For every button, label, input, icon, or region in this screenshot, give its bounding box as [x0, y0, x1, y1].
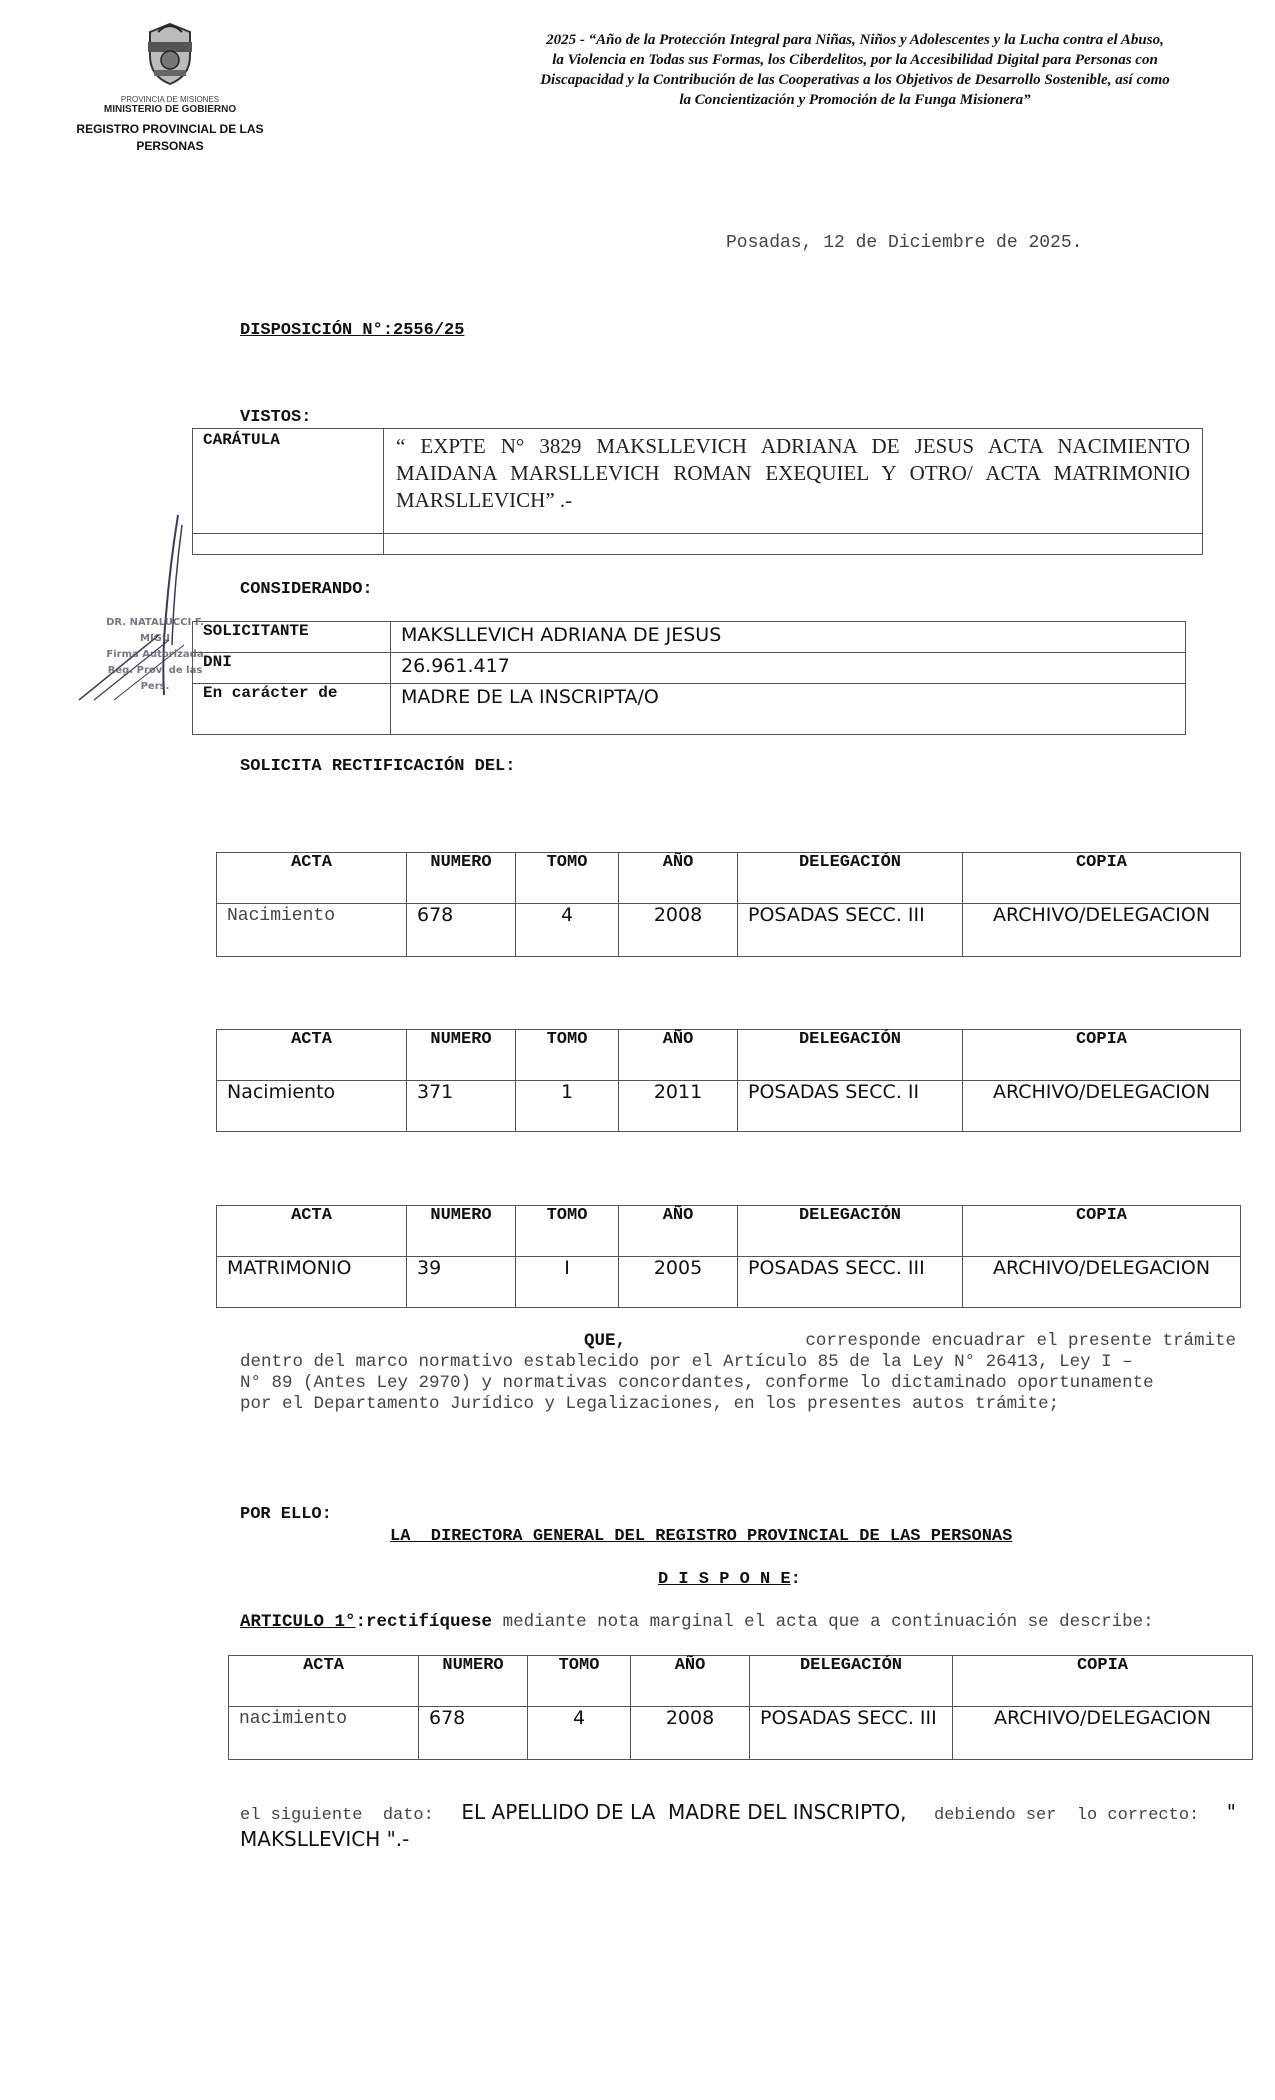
dato-middle: debiendo ser lo correcto: [934, 1806, 1200, 1825]
acta-table-2 [216, 1029, 1241, 1132]
caracter-value-cell [391, 684, 1186, 735]
vistos-label: VISTOS: [240, 408, 312, 427]
cell-delegacion: POSADAS SECC. III [750, 1707, 953, 1760]
por-ello-label: POR ELLO: [240, 1505, 332, 1524]
caratula-empty-cell [193, 534, 384, 555]
table-header-row [229, 1656, 1253, 1707]
dni-value-cell [391, 653, 1186, 684]
cell-tomo: 4 [528, 1707, 631, 1760]
dato-quote: " [1226, 1800, 1236, 1824]
dni-label: DNI [203, 653, 232, 671]
dato-line-1 [240, 1800, 1236, 1825]
caratula-label-cell [193, 429, 384, 534]
col-acta: ACTA [217, 1030, 407, 1081]
articulo-label: ARTICULO 1° [240, 1612, 356, 1632]
col-anio: AÑO [631, 1656, 750, 1707]
dni-label-cell [193, 653, 391, 684]
col-copia: COPIA [963, 1030, 1241, 1081]
col-tomo: TOMO [516, 853, 619, 904]
cell-anio: 2008 [631, 1707, 750, 1760]
considerando-label: CONSIDERANDO: [240, 580, 373, 599]
col-tomo: TOMO [516, 1206, 619, 1257]
table-row [229, 1707, 1253, 1760]
cell-acta: MATRIMONIO [217, 1257, 407, 1308]
col-anio: AÑO [619, 1030, 738, 1081]
que-line-1 [240, 1331, 1236, 1352]
year-motto: 2025 - “Año de la Protección Integral para Niñas, Niños y Adolescentes y la Lucha contra el Abuso, la Violencia en Todas sus Formas, los Ciberdelitos, por la Accesibilidad Digital para Personas con Discapacidad y la Contribución de las Cooperativas a los Objetivos de Desarrollo Sostenible, así como la Concientización y Promoción de la Funga Misionera” [540, 32, 1170, 108]
cell-copia: ARCHIVO/DELEGACION [963, 1081, 1241, 1132]
authorization-stamp [100, 615, 210, 695]
date-line: Posadas, 12 de Diciembre de 2025. [726, 233, 1083, 253]
cell-delegacion: POSADAS SECC. III [738, 1257, 963, 1308]
caracter-value: MADRE DE LA INSCRIPTA/O [401, 686, 659, 708]
solicitante-table [192, 621, 1186, 735]
solicitante-value: MAKSLLEVICH ADRIANA DE JESUS [401, 624, 722, 646]
table-row [217, 904, 1241, 957]
directora-line: LA DIRECTORA GENERAL DEL REGISTRO PROVINCIAL DE LAS PERSONAS [390, 1527, 1013, 1546]
caratula-text: “ EXPTE N° 3829 MAKSLLEVICH ADRIANA DE JESUS ACTA NACIMIENTO MAIDANA MARSLLEVICH ROMAN EXEQUIEL Y OTRO/ ACTA MATRIMONIO MARSLLEVICH” .- [396, 434, 1190, 512]
cell-numero: 678 [419, 1707, 528, 1760]
col-delegacion: DELEGACIÓN [750, 1656, 953, 1707]
que-line-3: N° 89 (Antes Ley 2970) y normativas concordantes, conforme lo dictaminado oportunamente [240, 1373, 1154, 1393]
cell-acta: nacimiento [229, 1707, 419, 1760]
cell-numero: 371 [407, 1081, 516, 1132]
caratula-empty-cell [384, 534, 1203, 555]
col-numero: NUMERO [419, 1656, 528, 1707]
cell-anio: 2005 [619, 1257, 738, 1308]
que-line-2: dentro del marco normativo establecido por el Artículo 85 de la Ley N° 26413, Ley I – [240, 1352, 1133, 1372]
cell-numero: 39 [407, 1257, 516, 1308]
table-row [217, 1081, 1241, 1132]
col-delegacion: DELEGACIÓN [738, 853, 963, 904]
cell-tomo: I [516, 1257, 619, 1308]
col-numero: NUMERO [407, 1030, 516, 1081]
cell-tomo: 1 [516, 1081, 619, 1132]
table-header-row [217, 1206, 1241, 1257]
acta-table-3 [216, 1205, 1241, 1308]
disposicion-number: DISPOSICIÓN N°:2556/25 [240, 321, 465, 340]
dispone-heading [658, 1570, 801, 1589]
col-delegacion: DELEGACIÓN [738, 1206, 963, 1257]
cell-anio: 2008 [619, 904, 738, 957]
articulo-text: mediante nota marginal el acta que a continuación se describe: [502, 1612, 1154, 1632]
col-tomo: TOMO [516, 1030, 619, 1081]
cell-copia: ARCHIVO/DELEGACION [953, 1707, 1253, 1760]
cell-copia: ARCHIVO/DELEGACION [963, 904, 1241, 957]
solicita-label: SOLICITA RECTIFICACIÓN DEL: [240, 757, 516, 776]
col-delegacion: DELEGACIÓN [738, 1030, 963, 1081]
dato-prefix: el siguiente dato: [240, 1806, 434, 1825]
col-numero: NUMERO [407, 853, 516, 904]
cell-tomo: 4 [516, 904, 619, 957]
stamp-line-3: Reg. Prov. de las Pers. [107, 665, 203, 692]
table-header-row [217, 1030, 1241, 1081]
col-anio: AÑO [619, 1206, 738, 1257]
caratula-table [192, 428, 1203, 555]
logo-organization: REGISTRO PROVINCIAL DE LAS PERSONAS [76, 122, 264, 153]
coat-of-arms-icon [140, 20, 200, 88]
caratula-label: CARÁTULA [203, 431, 280, 449]
dispone-colon: : [790, 1570, 801, 1589]
cell-delegacion: POSADAS SECC. II [738, 1081, 963, 1132]
solicitante-value-cell [391, 622, 1186, 653]
que-line-1-text: corresponde encuadrar el presente trámite [805, 1331, 1236, 1351]
table-row [217, 1257, 1241, 1308]
rectificacion-table [228, 1655, 1253, 1760]
que-line-4: por el Departamento Jurídico y Legalizaciones, en los presentes autos trámite; [240, 1394, 1060, 1414]
stamp-line-2: Firma Autorizada [106, 649, 204, 660]
cell-numero: 678 [407, 904, 516, 957]
caratula-value-cell [384, 429, 1203, 534]
col-anio: AÑO [619, 853, 738, 904]
cell-anio: 2011 [619, 1081, 738, 1132]
col-copia: COPIA [953, 1656, 1253, 1707]
cell-acta: Nacimiento [217, 904, 407, 957]
que-label: QUE, [584, 1331, 627, 1351]
caracter-label: En carácter de [203, 684, 338, 702]
cell-delegacion: POSADAS SECC. III [738, 904, 963, 957]
col-copia: COPIA [963, 1206, 1241, 1257]
col-acta: ACTA [217, 1206, 407, 1257]
que-paragraph [240, 1331, 1236, 1415]
dato-paragraph [240, 1800, 1236, 1851]
col-numero: NUMERO [407, 1206, 516, 1257]
col-acta: ACTA [217, 853, 407, 904]
dato-value: EL APELLIDO DE LA MADRE DEL INSCRIPTO, [461, 1800, 907, 1824]
articulo-verb: :rectifíquese [355, 1612, 493, 1632]
solicitante-label-cell [193, 622, 391, 653]
col-tomo: TOMO [528, 1656, 631, 1707]
articulo-line [240, 1612, 1154, 1632]
header-logo [70, 20, 270, 155]
cell-acta: Nacimiento [217, 1081, 407, 1132]
dato-correct-value: MAKSLLEVICH ".- [240, 1827, 410, 1851]
cell-copia: ARCHIVO/DELEGACION [963, 1257, 1241, 1308]
solicitante-label: SOLICITANTE [203, 622, 309, 640]
table-header-row [217, 853, 1241, 904]
col-acta: ACTA [229, 1656, 419, 1707]
stamp-line-1: DR. NATALUCCI F. MIGU [106, 617, 204, 644]
col-copia: COPIA [963, 853, 1241, 904]
caracter-label-cell [193, 684, 391, 735]
logo-province: PROVINCIA DE MISIONES [120, 95, 220, 104]
logo-ministry: MINISTERIO DE GOBIERNO [103, 104, 237, 115]
dispone-text: D I S P O N E [658, 1570, 791, 1589]
acta-table-1 [216, 852, 1241, 957]
dni-value: 26.961.417 [401, 655, 510, 677]
